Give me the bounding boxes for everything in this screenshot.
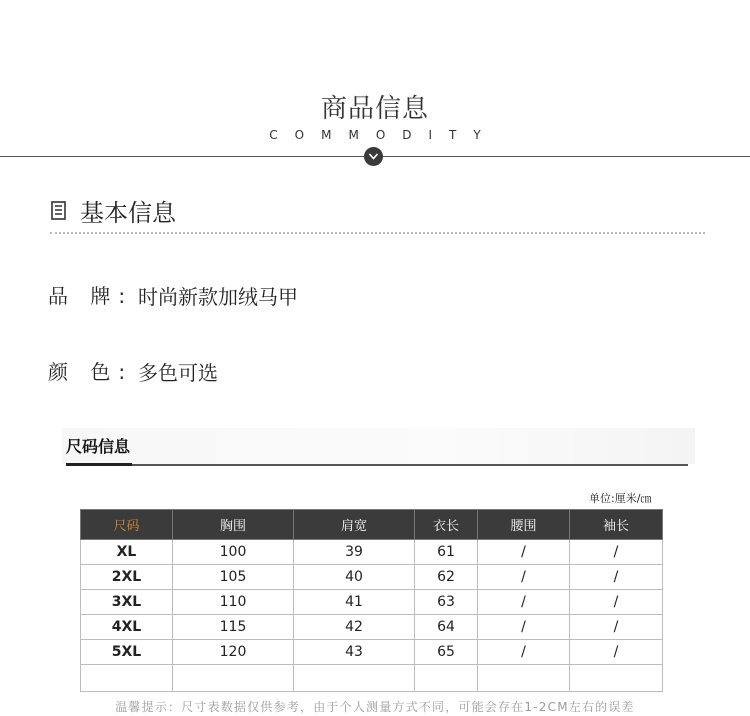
table-cell: 110 [173,590,294,615]
column-header-sleeve: 袖长 [570,510,663,540]
table-cell: 105 [173,565,294,590]
table-cell [294,665,415,692]
table-cell [478,665,570,692]
column-header-waist: 腰围 [478,510,570,540]
column-header-chest: 胸围 [173,510,294,540]
page-title: 商品信息 [320,94,429,124]
table-cell [570,665,663,692]
dotted-divider [50,232,705,234]
page-subtitle: COMMODITY [269,128,498,142]
brand-label: 品 牌: [48,284,134,308]
table-cell: 39 [294,540,415,565]
table-cell: 4XL [81,615,173,640]
table-cell: 120 [173,640,294,665]
size-title-underline [66,464,688,466]
column-header-length: 衣长 [415,510,478,540]
column-header-shoulder: 肩宽 [294,510,415,540]
table-row [81,565,663,590]
table-row-empty [81,665,663,692]
table-cell: 41 [294,590,415,615]
table-cell: 63 [415,590,478,615]
table-cell: 61 [415,540,478,565]
table-cell: / [570,540,663,565]
color-label: 颜 色: [48,360,134,384]
table-cell: / [478,540,570,565]
table-cell: 100 [173,540,294,565]
table-row [81,615,663,640]
table-cell: / [570,590,663,615]
table-cell: / [478,615,570,640]
document-icon [51,201,67,224]
size-table [80,509,663,692]
size-info-title: 尺码信息 [66,437,131,456]
table-cell: XL [81,540,173,565]
table-cell: 115 [173,615,294,640]
size-title-band [62,428,695,464]
table-cell [173,665,294,692]
size-note: 温馨提示：尺寸表数据仅供参考，由于个人测量方式不同，可能会存在1-2CM左右的误差 [115,700,635,714]
basic-info-title: 基本信息 [80,199,176,227]
table-row [81,640,663,665]
table-cell: / [478,590,570,615]
table-cell: / [570,565,663,590]
color-value: 多色可选 [138,361,218,385]
table-cell: / [478,565,570,590]
table-cell: 3XL [81,590,173,615]
table-cell: / [570,615,663,640]
table-cell: 5XL [81,640,173,665]
table-cell: 2XL [81,565,173,590]
column-header-size: 尺码 [81,510,173,540]
table-cell: / [570,640,663,665]
size-title-underline-accent [66,463,132,466]
table-cell [81,665,173,692]
table-cell: 64 [415,615,478,640]
table-cell: / [478,640,570,665]
table-cell: 62 [415,565,478,590]
chevron-down-icon [364,147,383,166]
table-cell [415,665,478,692]
table-header-row [81,510,663,540]
table-cell: 40 [294,565,415,590]
table-row [81,590,663,615]
unit-label: 单位:厘米/㎝ [589,492,652,505]
table-row [81,540,663,565]
brand-value: 时尚新款加绒马甲 [138,285,298,309]
table-cell: 65 [415,640,478,665]
table-cell: 43 [294,640,415,665]
table-cell: 42 [294,615,415,640]
